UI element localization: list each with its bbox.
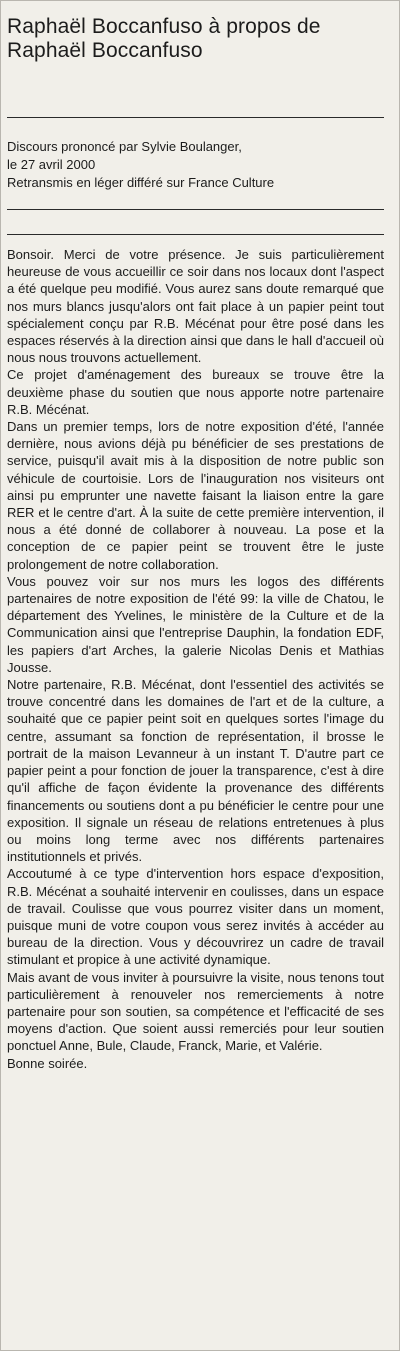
paragraph-wallpaper-purpose: Notre partenaire, R.B. Mécénat, dont l'essentiel des activités se trouve concentré dans les domaines de l'art et de la culture, a souhaité que ce papier peint soit en quelques sortes l'image du centre, assumant sa fonction de représentation, il brosse le portrait de la maison Levanneur à un instant T. D'autre part ce papier peint a pour fonction de jouer la transparence, c'est à dire qu'il affiche de façon évidente la provenance des différents financements ou soutiens dont a pu bénéficier le centre pour une exposition. Il signale un réseau de relations entretenues à plus ou moins long terme avec nos différents partenaires institutionnels et privés.: [7, 677, 384, 865]
top-divider: [7, 117, 384, 118]
speech-metadata: [7, 138, 384, 192]
paragraph-partners: Vous pouvez voir sur nos murs les logos des différents partenaires de notre exposition de l'été 99: la ville de Chatou, le département des Yvelines, le ministère de la Culture et de la Communication ainsi que l'entreprise Dauphin, la fondation EDF, les papiers d'art Arches, la galerie Nicolas Denis et Mathias Jousse.: [7, 573, 384, 675]
paragraph-thanks: Mais avant de vous inviter à poursuivre la visite, nous tenons tout particulièrement à renouveler nos remerciements à notre partenaire pour son soutien, sa compétence et l'efficacité de ses moyens d'action. Que soient aussi remerciés pour leur soutien ponctuel Anne, Bule, Claude, Franck, Marie, et Valérie.: [7, 969, 384, 1054]
paragraph-closing: Bonne soirée.: [7, 1055, 88, 1071]
paragraph-project: Ce projet d'aménagement des bureaux se trouve être la deuxième phase du soutien que nous apporte notre partenaire R.B. Mécénat.: [7, 367, 384, 417]
paragraph-backstage: Accoutumé à ce type d'intervention hors espace d'exposition, R.B. Mécénat a souhaité intervenir en coulisses, dans un espace de travail. Coulisse que vous pourrez visiter dans un moment, puisque muni de votre coupon vous serez invités à accéder au bureau de la direction. Vous y découvrirez un cadre de travail stimulant et propice à une activité dynamique.: [7, 866, 384, 968]
broadcast-line: Retransmis en léger différé sur France Culture: [7, 175, 275, 190]
document-title: Raphaël Boccanfuso à propos de Raphaël Boccanfuso: [7, 15, 321, 62]
middle-divider: [7, 209, 384, 210]
paragraph-greeting: Bonsoir. Merci de votre présence. Je suis particulièrement heureuse de vous accueillir ce soir dans nos locaux dont l'aspect a été quelque peu modifié. Vous aurez sans doute remarqué que nos murs blancs jusqu'alors ont fait place à un papier peint tout spécialement conçu par R.B. Mécénat pour être posé dans les espaces réservés à la direction ainsi que dans le hall d'accueil où nous nous trouvons actuellement.: [7, 247, 384, 366]
speech-body: [7, 246, 384, 1072]
paragraph-first-phase: Dans un premier temps, lors de notre exposition d'été, l'année dernière, nous avions déjà pu bénéficier de ses prestations de service, puisqu'il avait mis à la disposition de notre public son véhicule de courtoisie. Lors de l'inauguration nos visiteurs ont ainsi pu emprunter une navette faisant la liaison entre la gare RER et le centre d'art. À la suite de cette première intervention, il nous a été donné de collaborer à nouveau. La pose et la conception de ce papier peint se trouvent être le juste prolongement de notre collaboration.: [7, 419, 384, 572]
speaker-line: Discours prononcé par Sylvie Boulanger,: [7, 139, 242, 154]
body-divider: [7, 234, 384, 235]
date-line: le 27 avril 2000: [7, 157, 96, 172]
